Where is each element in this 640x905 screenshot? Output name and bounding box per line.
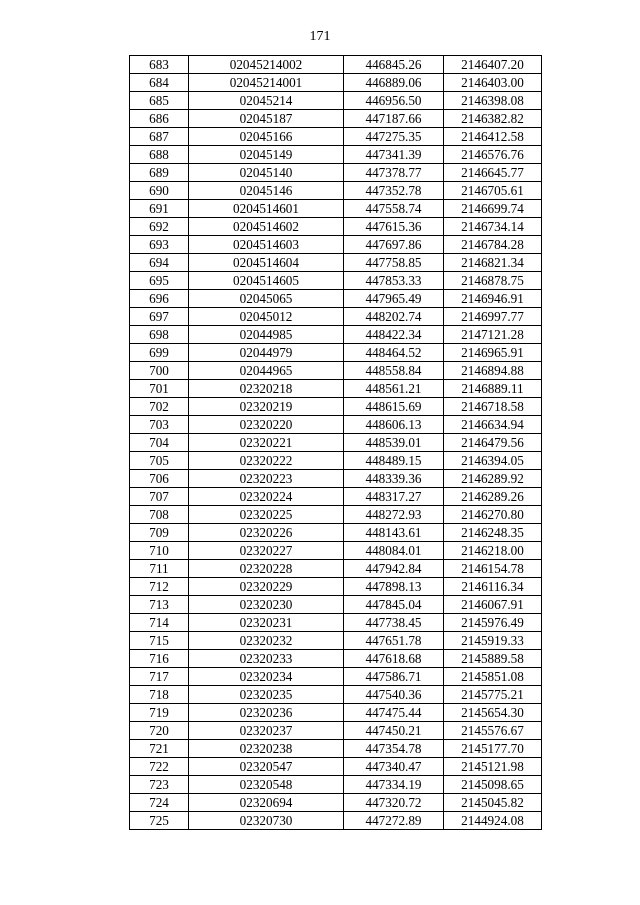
y-coordinate-cell: 2144924.08 xyxy=(444,812,542,830)
row-number-cell: 720 xyxy=(130,722,189,740)
x-coordinate-cell: 446845.26 xyxy=(344,56,444,74)
table-row xyxy=(130,740,542,758)
page-number: 171 xyxy=(309,29,331,44)
row-number-cell: 693 xyxy=(130,236,189,254)
x-coordinate-cell: 447341.39 xyxy=(344,146,444,164)
x-coordinate-cell: 447845.04 xyxy=(344,596,444,614)
y-coordinate-cell: 2146289.26 xyxy=(444,488,542,506)
table-row xyxy=(130,596,542,614)
row-number-cell: 723 xyxy=(130,776,189,794)
x-coordinate-cell: 447615.36 xyxy=(344,218,444,236)
row-number-cell: 718 xyxy=(130,686,189,704)
y-coordinate-cell: 2145889.58 xyxy=(444,650,542,668)
table-row xyxy=(130,110,542,128)
table-row xyxy=(130,758,542,776)
y-coordinate-cell: 2145654.30 xyxy=(444,704,542,722)
x-coordinate-cell: 448422.34 xyxy=(344,326,444,344)
x-coordinate-cell: 448561.21 xyxy=(344,380,444,398)
x-coordinate-cell: 447618.68 xyxy=(344,650,444,668)
table-row xyxy=(130,92,542,110)
y-coordinate-cell: 2146412.58 xyxy=(444,128,542,146)
row-number-cell: 713 xyxy=(130,596,189,614)
table-row xyxy=(130,272,542,290)
point-id-cell: 02044979 xyxy=(189,344,344,362)
row-number-cell: 700 xyxy=(130,362,189,380)
table-row xyxy=(130,686,542,704)
row-number-cell: 707 xyxy=(130,488,189,506)
y-coordinate-cell: 2146403.00 xyxy=(444,74,542,92)
row-number-cell: 696 xyxy=(130,290,189,308)
row-number-cell: 719 xyxy=(130,704,189,722)
table-row xyxy=(130,614,542,632)
y-coordinate-cell: 2146997.77 xyxy=(444,308,542,326)
x-coordinate-cell: 447540.36 xyxy=(344,686,444,704)
x-coordinate-cell: 448202.74 xyxy=(344,308,444,326)
y-coordinate-cell: 2146270.80 xyxy=(444,506,542,524)
table-row xyxy=(130,146,542,164)
x-coordinate-cell: 448339.36 xyxy=(344,470,444,488)
x-coordinate-cell: 446956.50 xyxy=(344,92,444,110)
x-coordinate-cell: 447275.35 xyxy=(344,128,444,146)
row-number-cell: 702 xyxy=(130,398,189,416)
y-coordinate-cell: 2145851.08 xyxy=(444,668,542,686)
row-number-cell: 722 xyxy=(130,758,189,776)
point-id-cell: 02045140 xyxy=(189,164,344,182)
table-row xyxy=(130,326,542,344)
table-row xyxy=(130,74,542,92)
table-row xyxy=(130,704,542,722)
row-number-cell: 684 xyxy=(130,74,189,92)
table-row xyxy=(130,470,542,488)
table-row xyxy=(130,794,542,812)
x-coordinate-cell: 448615.69 xyxy=(344,398,444,416)
table-row xyxy=(130,308,542,326)
table-row xyxy=(130,668,542,686)
point-id-cell: 02320222 xyxy=(189,452,344,470)
y-coordinate-cell: 2146382.82 xyxy=(444,110,542,128)
row-number-cell: 686 xyxy=(130,110,189,128)
point-id-cell: 02045187 xyxy=(189,110,344,128)
point-id-cell: 02320235 xyxy=(189,686,344,704)
point-id-cell: 02045065 xyxy=(189,290,344,308)
y-coordinate-cell: 2146398.08 xyxy=(444,92,542,110)
point-id-cell: 0204514605 xyxy=(189,272,344,290)
row-number-cell: 711 xyxy=(130,560,189,578)
row-number-cell: 721 xyxy=(130,740,189,758)
x-coordinate-cell: 447378.77 xyxy=(344,164,444,182)
point-id-cell: 02320223 xyxy=(189,470,344,488)
table-row xyxy=(130,182,542,200)
y-coordinate-cell: 2146889.11 xyxy=(444,380,542,398)
table-row xyxy=(130,236,542,254)
point-id-cell: 02320228 xyxy=(189,560,344,578)
row-number-cell: 710 xyxy=(130,542,189,560)
y-coordinate-cell: 2146248.35 xyxy=(444,524,542,542)
y-coordinate-cell: 2146645.77 xyxy=(444,164,542,182)
table-row xyxy=(130,488,542,506)
x-coordinate-cell: 447272.89 xyxy=(344,812,444,830)
row-number-cell: 683 xyxy=(130,56,189,74)
point-id-cell: 02320221 xyxy=(189,434,344,452)
table-row xyxy=(130,254,542,272)
point-id-cell: 02320236 xyxy=(189,704,344,722)
y-coordinate-cell: 2146289.92 xyxy=(444,470,542,488)
table-row xyxy=(130,650,542,668)
y-coordinate-cell: 2146718.58 xyxy=(444,398,542,416)
table-row xyxy=(130,416,542,434)
point-id-cell: 02045012 xyxy=(189,308,344,326)
row-number-cell: 689 xyxy=(130,164,189,182)
row-number-cell: 717 xyxy=(130,668,189,686)
row-number-cell: 704 xyxy=(130,434,189,452)
table-row xyxy=(130,632,542,650)
row-number-cell: 724 xyxy=(130,794,189,812)
table-row xyxy=(130,578,542,596)
y-coordinate-cell: 2146784.28 xyxy=(444,236,542,254)
row-number-cell: 709 xyxy=(130,524,189,542)
point-id-cell: 02320229 xyxy=(189,578,344,596)
table-row xyxy=(130,200,542,218)
point-id-cell: 02320219 xyxy=(189,398,344,416)
x-coordinate-cell: 448558.84 xyxy=(344,362,444,380)
x-coordinate-cell: 447475.44 xyxy=(344,704,444,722)
table-row xyxy=(130,542,542,560)
row-number-cell: 698 xyxy=(130,326,189,344)
row-number-cell: 692 xyxy=(130,218,189,236)
x-coordinate-cell: 447942.84 xyxy=(344,560,444,578)
y-coordinate-cell: 2145177.70 xyxy=(444,740,542,758)
x-coordinate-cell: 448143.61 xyxy=(344,524,444,542)
y-coordinate-cell: 2146154.78 xyxy=(444,560,542,578)
x-coordinate-cell: 447965.49 xyxy=(344,290,444,308)
table-row xyxy=(130,452,542,470)
y-coordinate-cell: 2146734.14 xyxy=(444,218,542,236)
y-coordinate-cell: 2146821.34 xyxy=(444,254,542,272)
point-id-cell: 02320730 xyxy=(189,812,344,830)
y-coordinate-cell: 2146067.91 xyxy=(444,596,542,614)
point-id-cell: 0204514604 xyxy=(189,254,344,272)
x-coordinate-cell: 448272.93 xyxy=(344,506,444,524)
point-id-cell: 02320232 xyxy=(189,632,344,650)
x-coordinate-cell: 447738.45 xyxy=(344,614,444,632)
x-coordinate-cell: 448539.01 xyxy=(344,434,444,452)
x-coordinate-cell: 446889.06 xyxy=(344,74,444,92)
x-coordinate-cell: 447450.21 xyxy=(344,722,444,740)
y-coordinate-cell: 2146479.56 xyxy=(444,434,542,452)
table-row xyxy=(130,290,542,308)
x-coordinate-cell: 447586.71 xyxy=(344,668,444,686)
x-coordinate-cell: 447758.85 xyxy=(344,254,444,272)
table-row xyxy=(130,434,542,452)
row-number-cell: 691 xyxy=(130,200,189,218)
point-id-cell: 02320237 xyxy=(189,722,344,740)
x-coordinate-cell: 448489.15 xyxy=(344,452,444,470)
x-coordinate-cell: 448317.27 xyxy=(344,488,444,506)
row-number-cell: 701 xyxy=(130,380,189,398)
row-number-cell: 695 xyxy=(130,272,189,290)
table-row xyxy=(130,344,542,362)
row-number-cell: 705 xyxy=(130,452,189,470)
point-id-cell: 02320218 xyxy=(189,380,344,398)
x-coordinate-cell: 447651.78 xyxy=(344,632,444,650)
x-coordinate-cell: 447697.86 xyxy=(344,236,444,254)
x-coordinate-cell: 447558.74 xyxy=(344,200,444,218)
point-id-cell: 02045166 xyxy=(189,128,344,146)
point-id-cell: 02044985 xyxy=(189,326,344,344)
y-coordinate-cell: 2145976.49 xyxy=(444,614,542,632)
point-id-cell: 02320233 xyxy=(189,650,344,668)
x-coordinate-cell: 447352.78 xyxy=(344,182,444,200)
coordinates-table xyxy=(129,55,542,830)
row-number-cell: 688 xyxy=(130,146,189,164)
y-coordinate-cell: 2145919.33 xyxy=(444,632,542,650)
coordinates-table-body xyxy=(130,56,542,830)
x-coordinate-cell: 448464.52 xyxy=(344,344,444,362)
row-number-cell: 690 xyxy=(130,182,189,200)
x-coordinate-cell: 447354.78 xyxy=(344,740,444,758)
table-row xyxy=(130,560,542,578)
row-number-cell: 697 xyxy=(130,308,189,326)
y-coordinate-cell: 2146946.91 xyxy=(444,290,542,308)
y-coordinate-cell: 2145098.65 xyxy=(444,776,542,794)
y-coordinate-cell: 2147121.28 xyxy=(444,326,542,344)
y-coordinate-cell: 2146965.91 xyxy=(444,344,542,362)
table-row xyxy=(130,362,542,380)
row-number-cell: 685 xyxy=(130,92,189,110)
row-number-cell: 712 xyxy=(130,578,189,596)
point-id-cell: 02320234 xyxy=(189,668,344,686)
y-coordinate-cell: 2145775.21 xyxy=(444,686,542,704)
y-coordinate-cell: 2146407.20 xyxy=(444,56,542,74)
table-row xyxy=(130,776,542,794)
y-coordinate-cell: 2145121.98 xyxy=(444,758,542,776)
table-row xyxy=(130,218,542,236)
y-coordinate-cell: 2146894.88 xyxy=(444,362,542,380)
point-id-cell: 02320225 xyxy=(189,506,344,524)
x-coordinate-cell: 447853.33 xyxy=(344,272,444,290)
y-coordinate-cell: 2146218.00 xyxy=(444,542,542,560)
point-id-cell: 02045214001 xyxy=(189,74,344,92)
point-id-cell: 02320547 xyxy=(189,758,344,776)
table-row xyxy=(130,506,542,524)
table-row xyxy=(130,380,542,398)
x-coordinate-cell: 448084.01 xyxy=(344,542,444,560)
row-number-cell: 708 xyxy=(130,506,189,524)
table-row xyxy=(130,56,542,74)
point-id-cell: 02320238 xyxy=(189,740,344,758)
table-row xyxy=(130,722,542,740)
row-number-cell: 725 xyxy=(130,812,189,830)
x-coordinate-cell: 447320.72 xyxy=(344,794,444,812)
table-row xyxy=(130,128,542,146)
y-coordinate-cell: 2146576.76 xyxy=(444,146,542,164)
y-coordinate-cell: 2146699.74 xyxy=(444,200,542,218)
point-id-cell: 02320548 xyxy=(189,776,344,794)
point-id-cell: 02320230 xyxy=(189,596,344,614)
point-id-cell: 02320231 xyxy=(189,614,344,632)
row-number-cell: 687 xyxy=(130,128,189,146)
table-row xyxy=(130,524,542,542)
y-coordinate-cell: 2146394.05 xyxy=(444,452,542,470)
table-row xyxy=(130,812,542,830)
point-id-cell: 02320227 xyxy=(189,542,344,560)
x-coordinate-cell: 447334.19 xyxy=(344,776,444,794)
point-id-cell: 02045146 xyxy=(189,182,344,200)
row-number-cell: 706 xyxy=(130,470,189,488)
point-id-cell: 02045149 xyxy=(189,146,344,164)
y-coordinate-cell: 2145045.82 xyxy=(444,794,542,812)
row-number-cell: 716 xyxy=(130,650,189,668)
y-coordinate-cell: 2146116.34 xyxy=(444,578,542,596)
point-id-cell: 02320224 xyxy=(189,488,344,506)
table-row xyxy=(130,164,542,182)
point-id-cell: 02044965 xyxy=(189,362,344,380)
y-coordinate-cell: 2146705.61 xyxy=(444,182,542,200)
point-id-cell: 0204514603 xyxy=(189,236,344,254)
row-number-cell: 714 xyxy=(130,614,189,632)
point-id-cell: 0204514602 xyxy=(189,218,344,236)
y-coordinate-cell: 2145576.67 xyxy=(444,722,542,740)
row-number-cell: 703 xyxy=(130,416,189,434)
point-id-cell: 0204514601 xyxy=(189,200,344,218)
y-coordinate-cell: 2146634.94 xyxy=(444,416,542,434)
row-number-cell: 715 xyxy=(130,632,189,650)
point-id-cell: 02320220 xyxy=(189,416,344,434)
y-coordinate-cell: 2146878.75 xyxy=(444,272,542,290)
x-coordinate-cell: 447340.47 xyxy=(344,758,444,776)
point-id-cell: 02045214002 xyxy=(189,56,344,74)
x-coordinate-cell: 447187.66 xyxy=(344,110,444,128)
point-id-cell: 02320694 xyxy=(189,794,344,812)
x-coordinate-cell: 447898.13 xyxy=(344,578,444,596)
point-id-cell: 02320226 xyxy=(189,524,344,542)
table-row xyxy=(130,398,542,416)
x-coordinate-cell: 448606.13 xyxy=(344,416,444,434)
row-number-cell: 699 xyxy=(130,344,189,362)
row-number-cell: 694 xyxy=(130,254,189,272)
point-id-cell: 02045214 xyxy=(189,92,344,110)
